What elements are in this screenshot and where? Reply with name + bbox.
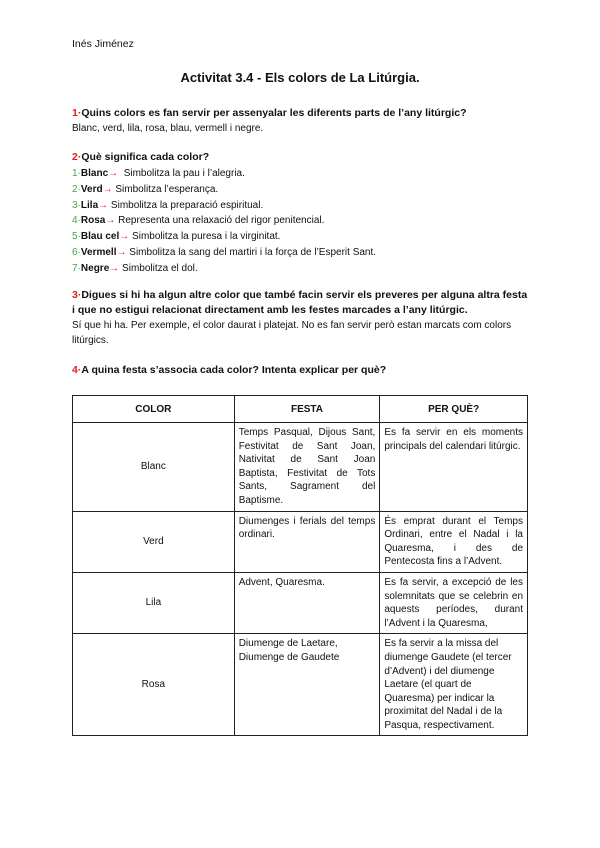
cell-per-que: Es fa servir en els moments principals del calendari litúrgic.	[380, 423, 528, 512]
cell-color: Rosa	[73, 634, 235, 736]
question-text: Digues si hi ha algun altre color que també facin servir els preveres per alguna altra festa i que no estigui relacionat directament amb les festes marcades a l’any litúrgic.	[72, 289, 528, 316]
cell-color: Lila	[73, 572, 235, 633]
header-per-que: PER QUÈ?	[380, 396, 528, 423]
header-festa: FESTA	[234, 396, 380, 423]
list-item: 1·Blanc→ Simbolitza la pau i l’alegria.	[72, 168, 245, 179]
header-color: COLOR	[73, 396, 235, 423]
question-4	[72, 363, 532, 378]
cell-festa: Diumenge de Laetare, Diumenge de Gaudete	[234, 634, 380, 736]
question-number: 1·	[72, 107, 82, 119]
cell-per-que: Es fa servir a la missa del diumenge Gaudete (el tercer d’Advent) i del diumenge Laetare (el quart de Quaresma) per indicar la proximitat del Nadal i de la Pasqua, respectivament.	[380, 634, 528, 736]
document-title: Activitat 3.4 - Els colors de La Litúrgia.	[180, 70, 420, 85]
question-2	[72, 150, 532, 165]
list-item: 3·Lila→ Simbolitza la preparació espiritual.	[72, 199, 264, 211]
list-item: 6·Vermell→ Simbolitza la sang del martiri i la força de l’Esperit Sant.	[72, 246, 377, 258]
table-row	[73, 511, 528, 572]
question-text: Què significa cada color?	[81, 151, 210, 163]
question-1	[72, 106, 532, 121]
list-item: 4·Rosa→ Representa una relaxació del rigor penitencial.	[72, 215, 325, 227]
cell-festa: Diumenges i ferials del temps ordinari.	[234, 511, 380, 572]
list-item: 5·Blau cel→ Simbolitza la puresa i la virginitat.	[72, 231, 281, 243]
question-number: 3·	[72, 289, 82, 301]
answer-3: Sí que hi ha. Per exemple, el color daurat i platejat. No es fan servir però estan marcats com colors litúrgics.	[72, 320, 512, 346]
cell-festa: Advent, Quaresma.	[234, 572, 380, 633]
list-item: 2·Verd→ Simbolitza l’esperança.	[72, 183, 219, 195]
author-name: Inés Jiménez	[72, 38, 134, 50]
cell-per-que: És emprat durant el Temps Ordinari, entre el Nadal i la Quaresma, i des de Pentecosta fins a l’Advent.	[380, 511, 528, 572]
table-row	[73, 634, 528, 736]
question-number: 4·	[72, 364, 82, 376]
question-text: A quina festa s’associa cada color? Intenta explicar per què?	[81, 364, 387, 376]
cell-color: Verd	[73, 511, 235, 572]
cell-color: Blanc	[73, 423, 235, 512]
table-header-row	[73, 396, 528, 423]
list-item: 7·Negre→ Simbolitza el dol.	[72, 262, 198, 274]
question-text: Quins colors es fan servir per assenyalar les diferents parts de l’any litúrgic?	[81, 107, 467, 119]
cell-festa: Temps Pasqual, Dijous Sant, Festivitat de Sant Joan, Nativitat de Sant Joan Baptista, Festivitat de Tots Sants, Sagrament del Baptisme.	[234, 423, 380, 512]
color-meanings-list	[72, 166, 376, 277]
colors-feasts-table	[72, 395, 528, 736]
question-3	[72, 288, 532, 318]
table-row	[73, 423, 528, 512]
cell-per-que: Es fa servir, a excepció de les solemnitats que se celebrin en aquests períodes, durant l’Advent i la Quaresma,	[380, 572, 528, 633]
answer-1: Blanc, verd, lila, rosa, blau, vermell i negre.	[72, 123, 264, 134]
table-row	[73, 572, 528, 633]
question-number: 2·	[72, 151, 82, 163]
